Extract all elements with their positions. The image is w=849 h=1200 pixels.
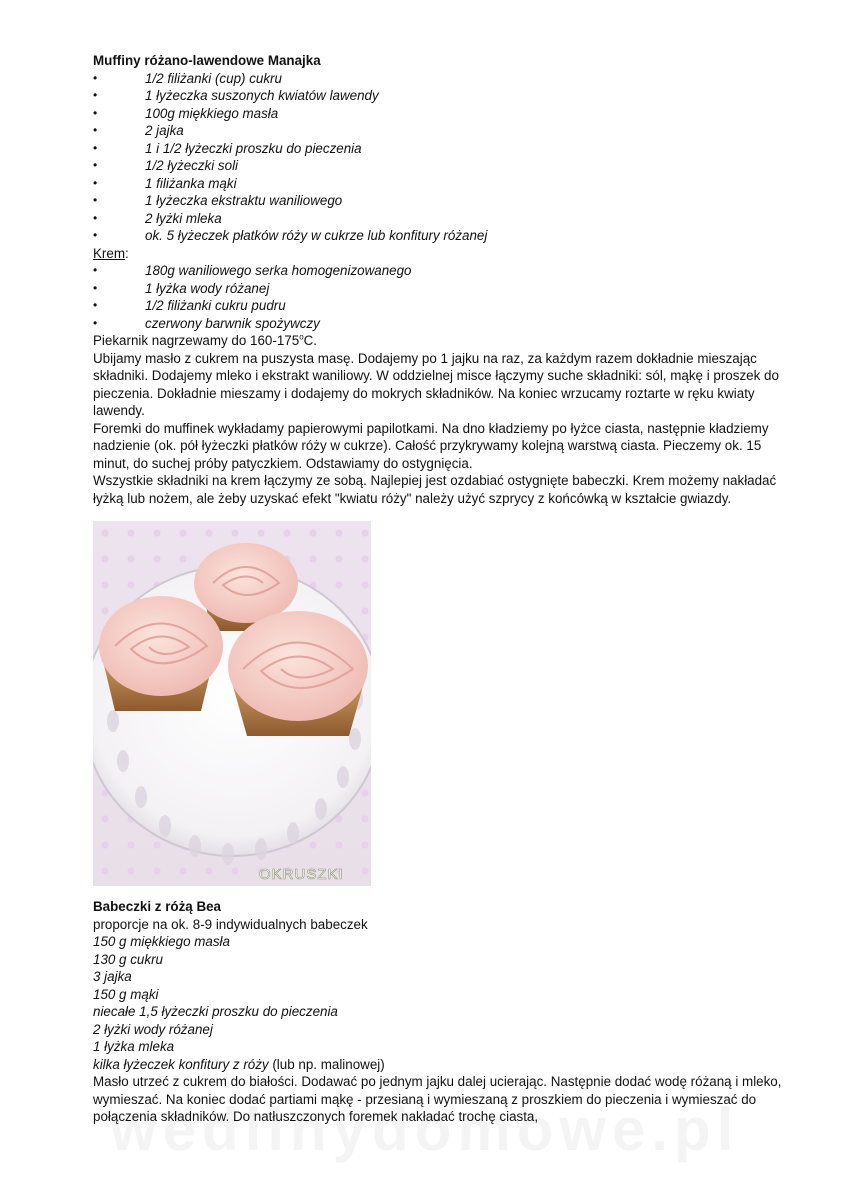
list-item: • 1/2 łyżeczki soli: [93, 157, 793, 175]
page-watermark: [110, 1095, 739, 1164]
degree-mark: o: [299, 332, 304, 342]
paragraph: Ubijamy masło z cukrem na puszysta masę. Dodajemy po 1 jajku na raz, za każdym razem dokładnie mieszając składniki. Dodajemy mleko i ekstrakt waniliowy. W oddzielnej misce łączymy suche składniki: sól, mąkę i proszek do pieczenia. Dokładnie mieszamy i dodajemy do mokrych składników. Na koniec wrzucamy roztarte w ręku kwiaty lawendy.: [93, 350, 779, 418]
oven-text: Piekarnik nagrzewamy do 160-175: [93, 333, 300, 348]
list-item: • 1/2 filiżanki cukru pudru: [93, 297, 793, 315]
ingredient-italic: kilka łyżeczek konfitury z róży: [93, 1056, 269, 1072]
krem-colon: :: [125, 245, 129, 261]
list-item: • 180g waniliowego serka homogenizowanego: [93, 262, 793, 280]
list-item: • 1 łyżeczka ekstraktu waniliowego: [93, 192, 793, 210]
list-item: • 1 łyżeczka suszonych kwiatów lawendy: [93, 87, 793, 105]
cupcake-illustration: [93, 521, 371, 886]
paragraph: Foremki do muffinek wykładamy papierowymi papilotkami. Na dno kładziemy po łyżce ciasta, następnie kładziemy nadzienie (ok. pół łyżeczki płatków róży w cukrze). Całość przykrywamy kolejną warstwą ciasta. Pieczemy ok. 15 minut, do suchej próby patyczkiem. Odstawiamy do ostygnięcia.: [93, 420, 769, 471]
recipe-2: [93, 898, 793, 1126]
list-item: • 1 łyżka wody różanej: [93, 280, 793, 298]
ingredient-line: 3 jajka: [93, 969, 132, 984]
photo-watermark: OKRUSZKI: [259, 866, 344, 883]
list-item: • 1 filiżanka mąki: [93, 175, 793, 193]
list-item: • 100g miękkiego masła: [93, 105, 793, 123]
paragraph: Masło utrzeć z cukrem do białości. Dodawać po jednym jajku dalej ucierając. Następnie dodać wodę różaną i mleko, wymieszać. Na koniec dodać partiami mąkę - przesianą i wymieszaną z proszkiem do pieczenia i wymieszać do połączenia składników. Do natłuszczonych foremek nakładać trochę ciasta,: [93, 1074, 782, 1124]
recipe-1: [93, 52, 793, 507]
ingredient-line: 150 g miękkiego masła: [93, 934, 230, 949]
ingredient-line: [93, 1056, 793, 1074]
ingredient-line: 2 łyżki wody różanej: [93, 1021, 213, 1037]
list-item: • ok. 5 łyżeczek płatków róży w cukrze lub konfitury różanej: [93, 227, 793, 245]
list-item: • 2 jajka: [93, 122, 793, 140]
oven-unit: C.: [303, 333, 318, 348]
krem-label: Krem: [93, 245, 125, 261]
recipe-1-title: Muffiny różano-lawendowe Manajka: [93, 53, 321, 68]
ingredient-line: 130 g cukru: [93, 951, 163, 967]
oven-instruction: [93, 332, 793, 350]
ingredient-line: 150 g mąki: [93, 986, 159, 1002]
list-item: • czerwony barwnik spożywczy: [93, 315, 793, 333]
list-item: • 2 łyżki mleka: [93, 210, 793, 228]
recipe-2-title: Babeczki z różą Bea: [93, 899, 222, 914]
portion-text: proporcje na ok. 8-9 indywidualnych babeczek: [93, 916, 368, 932]
ingredient-line: 1 łyżka mleka: [93, 1039, 175, 1054]
krem-ingredient-list: [93, 262, 793, 332]
krem-heading: [93, 245, 793, 263]
ingredient-list: [93, 70, 793, 245]
ingredient-line: niecałe 1,5 łyżeczki proszku do pieczenia: [93, 1004, 338, 1019]
list-item: • 1 i 1/2 łyżeczki proszku do pieczenia: [93, 140, 793, 158]
list-item: • 1/2 filiżanki (cup) cukru: [93, 70, 793, 88]
paragraph: Wszystkie składniki na krem łączymy ze sobą. Najlepiej jest ozdabiać ostygnięte babeczki. Krem możemy nakładać łyżką lub nożem, ale żeby uzyskać efekt "kwiatu róży" należy użyć szprycy z końcówką w kształcie gwiazdy.: [93, 473, 777, 506]
ingredient-note: (lub np. malinowej): [268, 1056, 385, 1072]
cupcake-photo: [93, 521, 371, 886]
